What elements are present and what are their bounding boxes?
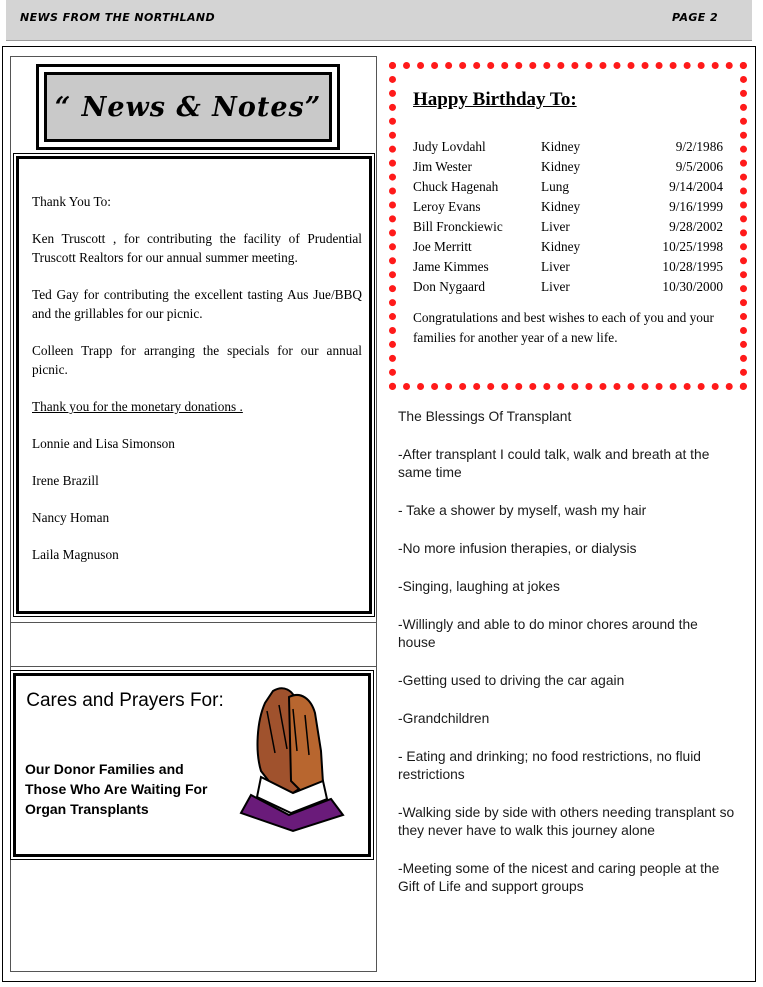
donations-heading: Thank you for the monetary donations . [32, 399, 243, 414]
blessings-list [398, 408, 738, 916]
birthday-organ: Kidney [541, 139, 581, 154]
birthday-date: 9/14/2004 [669, 179, 723, 194]
news-notes-title-box [36, 64, 340, 150]
birthday-row [413, 277, 733, 297]
thank-you-paragraph: Ken Truscott , for contributing the facility of Prudential Truscott Realtors for our annual summer meeting. [32, 231, 362, 265]
birthday-organ: Liver [541, 219, 570, 234]
praying-hands-icon [231, 681, 349, 833]
birthday-name: Jame Kimmes [413, 259, 489, 274]
blessing-item: -Walking side by side with others needing transplant so they never have to walk this journey alone [398, 805, 735, 838]
birthday-row [413, 197, 733, 217]
birthday-name: Joe Merritt [413, 239, 472, 254]
news-notes-title: “ News & Notes” [54, 91, 322, 123]
cares-subtitle: Our Donor Families and Those Who Are Waiting For Organ Transplants [25, 761, 208, 817]
birthday-date: 10/28/1995 [662, 259, 723, 274]
birthday-name: Chuck Hagenah [413, 179, 499, 194]
birthday-row [413, 157, 733, 177]
birthday-organ: Kidney [541, 239, 581, 254]
left-column-divider [10, 666, 377, 667]
birthday-date: 10/25/1998 [662, 239, 723, 254]
birthday-box [389, 62, 747, 390]
blessing-item: -Grandchildren [398, 711, 490, 726]
donor-name: Nancy Homan [32, 510, 110, 525]
birthday-table [413, 137, 733, 297]
birthday-name: Bill Fronckiewic [413, 219, 503, 234]
thank-you-paragraph: Colleen Trapp for arranging the specials for our annual picnic. [32, 343, 362, 377]
thank-you-box [13, 153, 375, 617]
left-column-divider [10, 622, 377, 623]
page-header [6, 0, 752, 41]
blessings-title: The Blessings Of Transplant [398, 409, 572, 424]
blessing-item: -Singing, laughing at jokes [398, 579, 560, 594]
birthday-row [413, 237, 733, 257]
birthday-organ: Kidney [541, 199, 581, 214]
page-number: PAGE 2 [672, 11, 718, 24]
birthday-message: Congratulations and best wishes to each of you and your families for another year of a new life. [413, 310, 714, 345]
birthday-date: 9/5/2006 [675, 159, 723, 174]
blessing-item: - Eating and drinking; no food restrictions, no fluid restrictions [398, 749, 701, 782]
donor-name: Lonnie and Lisa Simonson [32, 436, 175, 451]
donor-name: Irene Brazill [32, 473, 99, 488]
thank-you-paragraph: Ted Gay for contributing the excellent tasting Aus Jue/BBQ and the grillables for our picnic. [32, 287, 362, 321]
blessing-item: -No more infusion therapies, or dialysis [398, 541, 637, 556]
birthday-name: Don Nygaard [413, 279, 486, 294]
birthday-date: 9/16/1999 [669, 199, 723, 214]
birthday-row [413, 177, 733, 197]
birthday-date: 9/28/2002 [669, 219, 723, 234]
blessing-item: -Getting used to driving the car again [398, 673, 625, 688]
birthday-row [413, 257, 733, 277]
blessing-item: -After transplant I could talk, walk and breath at the same time [398, 447, 710, 480]
birthday-organ: Liver [541, 259, 570, 274]
thank-you-heading: Thank You To: [32, 194, 111, 209]
birthday-title: Happy Birthday To: [413, 89, 577, 110]
cares-title: Cares and Prayers For: [26, 690, 224, 711]
birthday-row [413, 137, 733, 157]
donor-name: Laila Magnuson [32, 547, 119, 562]
thank-you-content [32, 192, 362, 582]
birthday-name: Judy Lovdahl [413, 139, 486, 154]
blessing-item: - Take a shower by myself, wash my hair [398, 503, 647, 518]
birthday-name: Jim Wester [413, 159, 472, 174]
blessing-item: -Meeting some of the nicest and caring people at the Gift of Life and support groups [398, 861, 720, 894]
newsletter-name: NEWS FROM THE NORTHLAND [20, 11, 216, 24]
birthday-organ: Kidney [541, 159, 581, 174]
birthday-organ: Liver [541, 279, 570, 294]
birthday-date: 10/30/2000 [662, 279, 723, 294]
birthday-row [413, 217, 733, 237]
cares-prayers-box [10, 670, 374, 860]
birthday-date: 9/2/1986 [675, 139, 723, 154]
blessing-item: -Willingly and able to do minor chores around the house [398, 617, 698, 650]
birthday-name: Leroy Evans [413, 199, 481, 214]
birthday-organ: Lung [541, 179, 570, 194]
